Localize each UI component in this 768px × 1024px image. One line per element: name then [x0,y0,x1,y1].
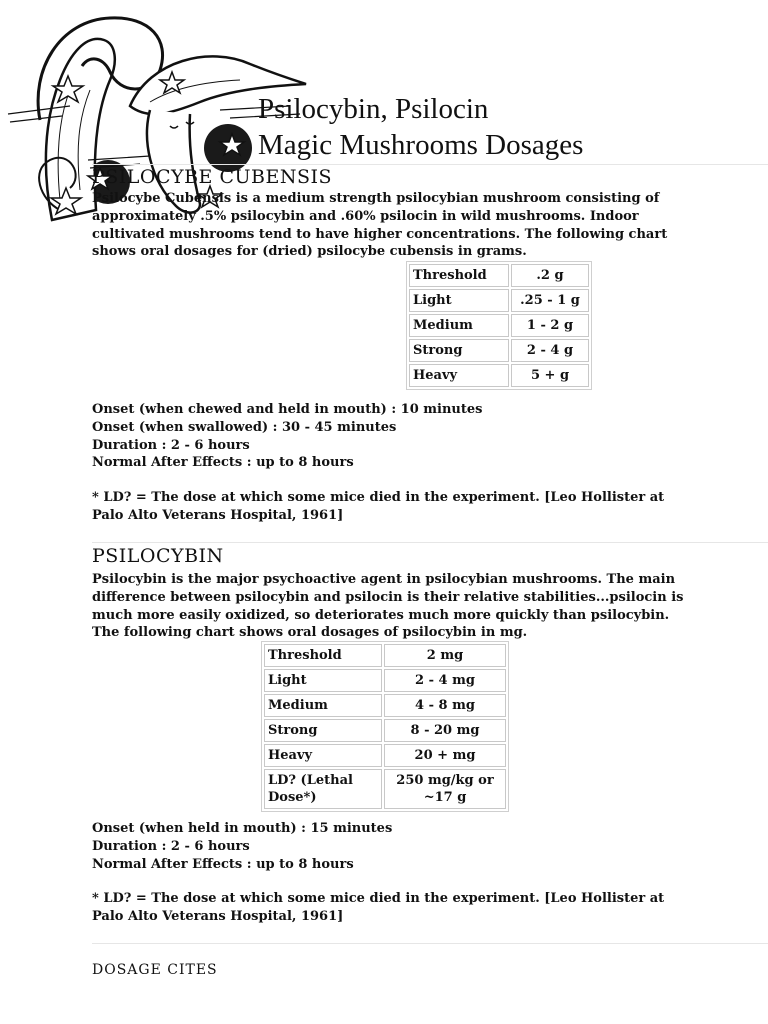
timing-line: Normal After Effects : up to 8 hours [92,455,354,471]
timing-line: Duration : 2 - 6 hours [92,838,250,854]
cubensis-intro: Psilocybe Cubensis is a medium strength psilocybian mushroom consisting of approximately .5% psilocybin and .60% psilocin in wild mushrooms. Indoor cultivated mushrooms tend to have higher concentrations. The following chart shows oral dosages for (dried) psilocybe cubensis in grams. [92,191,668,260]
dose-level: Light [264,669,382,692]
dose-level: Strong [264,719,382,742]
divider [92,943,768,944]
table-row [409,364,589,387]
dose-amount: 2 - 4 g [511,339,589,362]
timing-line: Onset (when swallowed) : 30 - 45 minutes [92,419,397,435]
table-row [264,719,506,742]
section-heading-cubensis: PSILOCYBE CUBENSIS [92,166,332,188]
dose-amount: 5 + g [511,364,589,387]
cubensis-timing [92,401,692,472]
table-row [264,669,506,692]
table-row [409,314,589,337]
dose-level: LD? (Lethal Dose*) [264,769,382,809]
dose-amount: 20 + mg [384,744,506,767]
table-row [264,644,506,667]
psilocybin-dosage-table [261,641,509,812]
dose-amount: .2 g [511,264,589,287]
dose-amount: .25 - 1 g [511,289,589,312]
dose-level: Light [409,289,509,312]
dose-level: Medium [409,314,509,337]
dose-amount: 2 mg [384,644,506,667]
psilocybin-timing [92,820,692,873]
psilocybin-ld-note: * LD? = The dose at which some mice died in the experiment. [Leo Hollister at Palo Alto Veterans Hospital, 1961] [92,891,665,924]
timing-line: Onset (when held in mouth) : 15 minutes [92,821,393,836]
page-title-line1: Psilocybin, Psilocin [258,93,489,125]
dose-level: Heavy [264,744,382,767]
table-row [409,339,589,362]
table-row [264,744,506,767]
dose-level: Threshold [264,644,382,667]
table-row [264,694,506,717]
dose-amount: 8 - 20 mg [384,719,506,742]
table-row [264,769,506,809]
dose-level: Medium [264,694,382,717]
cubensis-dosage-table [406,261,592,390]
timing-line: Duration : 2 - 6 hours [92,437,250,453]
table-row [409,264,589,287]
psilocybin-intro: Psilocybin is the major psychoactive agent in psilocybian mushrooms. The main difference between psilocybin and psilocin is their relative stabilities...psilocin is much more easily oxidized, so deteriorates much more quickly than psilocybin. The following chart shows oral dosages of psilocybin in mg. [92,572,684,641]
dose-level: Heavy [409,364,509,387]
dose-amount: 4 - 8 mg [384,694,506,717]
table-row [409,289,589,312]
timing-line: Onset (when chewed and held in mouth) : 10 minutes [92,402,483,417]
page-title-line2: Magic Mushrooms Dosages [258,129,584,161]
divider [92,542,768,543]
dosage-cites-heading: DOSAGE CITES [92,962,218,978]
section-heading-psilocybin: PSILOCYBIN [92,545,224,567]
dose-amount: 250 mg/kg or ~17 g [384,769,506,809]
dose-amount: 1 - 2 g [511,314,589,337]
dose-amount: 2 - 4 mg [384,669,506,692]
dose-level: Strong [409,339,509,362]
timing-line: Normal After Effects : up to 8 hours [92,856,354,872]
dose-level: Threshold [409,264,509,287]
cubensis-ld-note: * LD? = The dose at which some mice died in the experiment. [Leo Hollister at Palo Alto Veterans Hospital, 1961] [92,490,665,523]
